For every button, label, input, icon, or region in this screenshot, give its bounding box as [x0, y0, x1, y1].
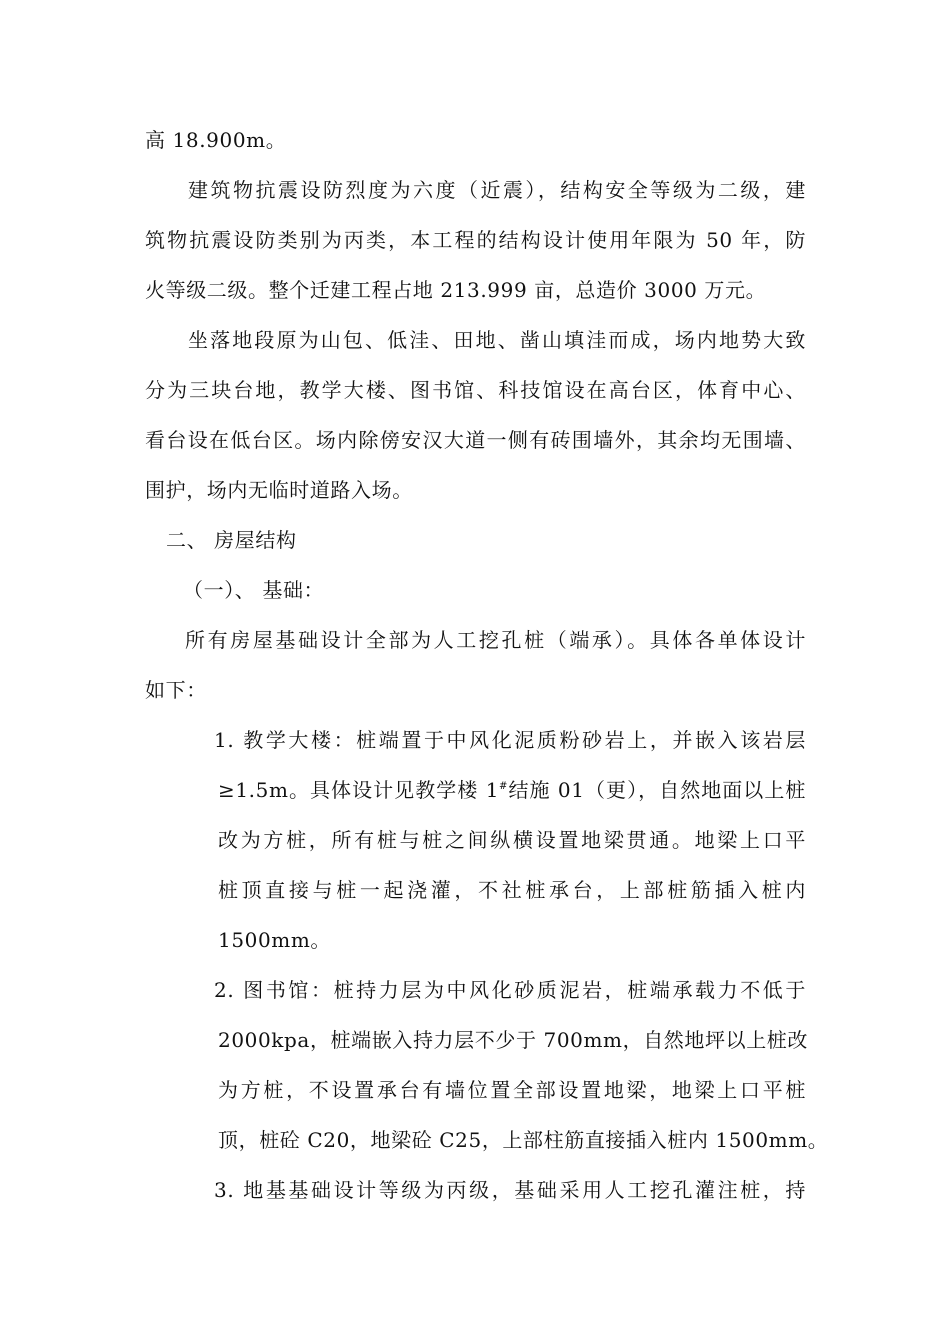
paragraph-line: 筑物抗震设防类别为丙类，本工程的结构设计使用年限为 50 年，防: [145, 228, 806, 252]
paragraph-line: 分为三块台地，教学大楼、图书馆、科技馆设在高台区，体育中心、: [145, 378, 806, 402]
paragraph-line: 高 18.900m。: [145, 128, 287, 152]
subsection-heading: （一）、 基础：: [183, 578, 325, 602]
list-item-line: 顶，桩砼 C20，地梁砼 C25，上部柱筋直接插入桩内 1500mm。: [218, 1128, 829, 1152]
list-item-line: 2. 图书馆：桩持力层为中风化砂质泥岩，桩端承载力不低于: [214, 978, 806, 1002]
list-item-line: 3. 地基基础设计等级为丙级，基础采用人工挖孔灌注桩，持: [214, 1178, 806, 1202]
paragraph-line: 建筑物抗震设防烈度为六度（近震），结构安全等级为二级，建: [188, 178, 806, 202]
list-item-line: 2000kpa，桩端嵌入持力层不少于 700mm，自然地坪以上桩改: [218, 1028, 809, 1052]
list-item-line: 为方桩，不设置承台有墙位置全部设置地梁，地梁上口平桩: [218, 1078, 806, 1102]
list-item-line: 桩顶直接与桩一起浇灌，不社桩承台，上部桩筋插入桩内: [218, 878, 806, 902]
paragraph-line: 看台设在低台区。场内除傍安汉大道一侧有砖围墙外，其余均无围墙、: [145, 428, 806, 452]
paragraph-line: 围护，场内无临时道路入场。: [145, 478, 413, 502]
section-heading: 二、 房屋结构: [166, 528, 297, 552]
paragraph-line: 如下：: [145, 678, 207, 702]
list-item-line: 1. 教学大楼：桩端置于中风化泥质粉砂岩上，并嵌入该岩层: [214, 728, 806, 752]
paragraph-line: 火等级二级。整个迁建工程占地 213.999 亩，总造价 3000 万元。: [145, 278, 767, 302]
list-item-line: 1500mm。: [218, 928, 332, 952]
list-item-line: 改为方桩，所有桩与桩之间纵横设置地梁贯通。地梁上口平: [218, 828, 806, 852]
paragraph-line: 所有房屋基础设计全部为人工挖孔桩（端承）。具体各单体设计: [185, 628, 806, 652]
paragraph-line: 坐落地段原为山包、低洼、田地、凿山填洼而成，场内地势大致: [188, 328, 806, 352]
list-item-line: ≥1.5m。具体设计见教学楼 1#结施 01（更），自然地面以上桩: [218, 778, 806, 802]
